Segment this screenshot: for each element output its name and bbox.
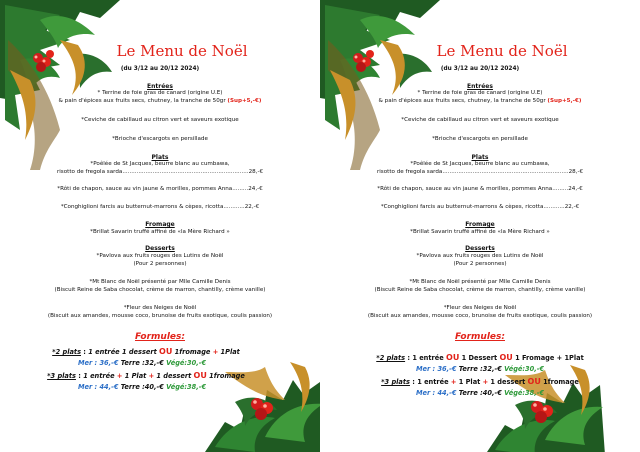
section-entrees: Entrées: [467, 83, 493, 90]
plat-item: *Poêlée de St Jacques, beurre blanc au cumbawa,: [90, 161, 230, 167]
formule-3-plats: *3 plats : 1 entrée + 1 Plat + 1 dessert OU 1fromage: [381, 377, 579, 386]
menu-title: Le Menu de Noël: [436, 42, 568, 60]
section-desserts: Desserts: [145, 245, 175, 252]
dessert-item: *Mt Blanc de Noël présenté par Mlle Camille Denis: [89, 279, 231, 285]
dessert-item: *Fleur des Neiges de Noël: [443, 305, 517, 311]
dessert-item: (Biscuit aux amandes, mousse coco, brunoise de fruits exotique, coulis passion): [367, 313, 593, 319]
dessert-item: (Pour 2 personnes): [133, 261, 187, 267]
menu-dates: (du 3/12 au 20/12 2024): [120, 66, 200, 72]
plat-item: *Rôti de chapon, sauce au vin jaune & morilles, pommes Anna.........24,-€: [377, 186, 583, 192]
dessert-item: (Pour 2 personnes): [453, 261, 507, 267]
dessert-item: *Pavlova aux fruits rouges des Lutins de Noël: [96, 253, 224, 259]
fromage-item: *Brillat Savarin truffé affiné de «la Mère Richard »: [90, 229, 230, 235]
formule-2-plats: *2 plats : 1 entrée OU 1 Dessert OU 1 Fromage + 1Plat: [376, 353, 584, 362]
entree-item: * Terrine de foie gras de canard (origine U.E): [97, 90, 223, 96]
plat-item: risotto de fregola sarda.......................................................................28,-€: [376, 169, 584, 175]
plat-item: risotto de fregola sarda.......................................................................28,-€: [56, 169, 264, 175]
section-formules: Formules:: [454, 332, 505, 342]
dessert-item: (Biscuit Reine de Saba chocolat, crème de marron, chantilly, crème vanille): [374, 287, 586, 293]
menu-title: Le Menu de Noël: [116, 42, 248, 60]
entree-item: & pain d'épices aux fruits secs, chutney, la tranche de 50gr (Sup+5,-€): [378, 98, 582, 104]
plat-item: *Rôti de chapon, sauce au vin jaune & morilles, pommes Anna.........24,-€: [57, 186, 263, 192]
section-plats: Plats: [471, 154, 489, 161]
plat-item: *Conghiglioni farcis au butternut-marrons & cèpes, ricotta............22,-€: [60, 204, 260, 210]
section-fromage: Fromage: [145, 221, 175, 228]
entree-item: *Ceviche de cabillaud au citron vert et saveurs exotique: [401, 117, 559, 123]
plat-item: *Poêlée de St Jacques, beurre blanc au cumbawa,: [410, 161, 550, 167]
fromage-item: *Brillat Savarin truffé affiné de «la Mère Richard »: [410, 229, 550, 235]
plat-item: *Conghiglioni farcis au butternut-marrons & cèpes, ricotta............22,-€: [380, 204, 580, 210]
entree-item: *Ceviche de cabillaud au citron vert et saveurs exotique: [81, 117, 239, 123]
section-entrees: Entrées: [147, 83, 173, 90]
entree-item: & pain d'épices aux fruits secs, chutney, la tranche de 50gr (Sup+5,-€): [58, 98, 262, 104]
dessert-item: *Fleur des Neiges de Noël: [123, 305, 197, 311]
entree-item: *Brioche d'escargots en persillade: [432, 136, 528, 142]
dessert-item: (Biscuit aux amandes, mousse coco, brunoise de fruits exotique, coulis passion): [47, 313, 273, 319]
formule-3-prices: Mer : 44,-€ Terre :40,-€ Végé:38,-€: [415, 389, 545, 397]
section-desserts: Desserts: [465, 245, 495, 252]
dessert-item: *Mt Blanc de Noël présenté par Mlle Camille Denis: [409, 279, 551, 285]
menu-page-right: [320, 0, 640, 452]
section-plats: Plats: [151, 154, 169, 161]
formule-3-plats: *3 plats : 1 entrée + 1 Plat + 1 dessert OU 1fromage: [47, 371, 245, 380]
section-fromage: Fromage: [465, 221, 495, 228]
formule-2-prices: Mer : 36,-€ Terre :32,-€ Végé:30,-€: [77, 359, 207, 367]
menu-dates: (du 3/12 au 20/12 2024): [440, 66, 520, 72]
formule-2-plats: *2 plats : 1 entrée 1 dessert OU 1fromage + 1Plat: [52, 347, 240, 356]
section-formules: Formules:: [134, 332, 185, 342]
dessert-item: *Pavlova aux fruits rouges des Lutins de Noël: [416, 253, 544, 259]
entree-item: * Terrine de foie gras de canard (origine U.E): [417, 90, 543, 96]
formule-2-prices: Mer : 36,-€ Terre :32,-€ Végé:30,-€: [415, 365, 545, 373]
formule-3-prices: Mer : 44,-€ Terre :40,-€ Végé:38,-€: [77, 383, 207, 391]
dessert-item: (Biscuit Reine de Saba chocolat, crème de marron, chantilly, crème vanille): [54, 287, 266, 293]
entree-item: *Brioche d'escargots en persillade: [112, 136, 208, 142]
